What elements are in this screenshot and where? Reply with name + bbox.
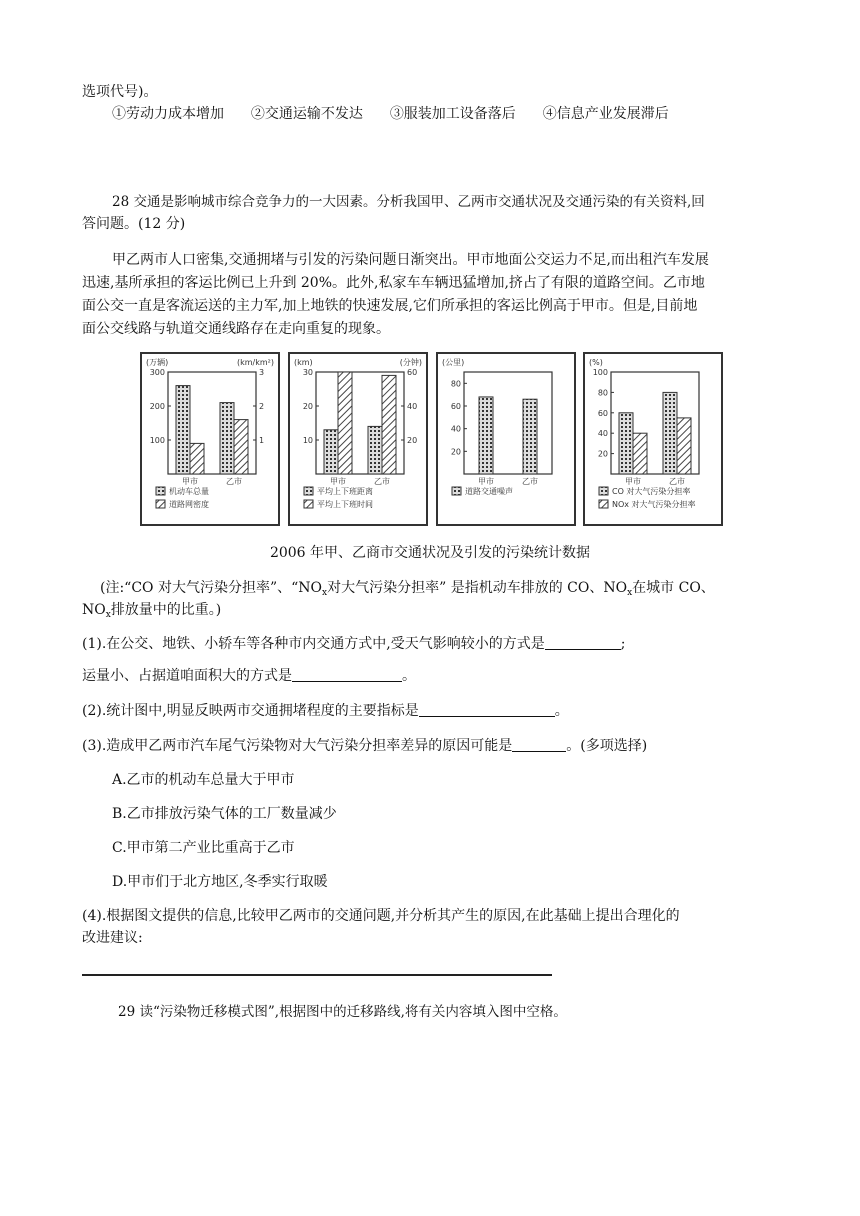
q28-para-line2: 迅速,基所承担的客运比例已上升到 20%。此外,私家车车辆迅猛增加,挤占了有限的道路空间。乙市地 xyxy=(82,275,705,291)
legend-swatch xyxy=(599,487,608,495)
q29-text: 29 读“污染物迁移模式图”,根据图中的迁移路线,将有关内容填入图中空格。 xyxy=(118,1004,567,1020)
y2-tick-label: 60 xyxy=(407,368,418,377)
legend-swatch xyxy=(304,500,313,508)
note-subscript: x xyxy=(627,588,633,598)
bar-0-0 xyxy=(324,430,338,474)
y-tick-label: 200 xyxy=(149,402,165,411)
bar-0-0 xyxy=(619,413,633,474)
y-tick-label: 300 xyxy=(149,368,165,377)
choice-c: C.甲市第二产业比重高于乙市 xyxy=(112,840,295,856)
y-tick-label: 30 xyxy=(302,368,313,377)
choice-d: D.甲市们于北方地区,冬季实行取暖 xyxy=(112,874,328,890)
x-tick-label: 乙市 xyxy=(669,477,685,486)
bar-1-0 xyxy=(338,372,352,474)
y-tick-label: 60 xyxy=(597,408,608,418)
chart-pollution-share xyxy=(583,352,723,526)
answer-blank[interactable] xyxy=(545,635,621,650)
y2-tick-label: 3 xyxy=(259,368,265,377)
note-text-c: 在城市 CO、 xyxy=(632,580,715,596)
bar-1-1 xyxy=(677,418,691,474)
x-tick-label: 乙市 xyxy=(226,477,242,486)
q28-sub2 xyxy=(82,701,569,721)
y-tick-label: 20 xyxy=(450,447,461,457)
legend-label: NOx 对大气污染分担率 xyxy=(612,500,696,509)
option-4: ④信息产业发展滞后 xyxy=(542,106,669,122)
answer-blank[interactable] xyxy=(292,667,402,682)
bar-0-1 xyxy=(368,426,382,474)
y-tick-label: 20 xyxy=(302,402,313,411)
bar-0-1 xyxy=(663,392,677,474)
legend-swatch xyxy=(156,487,165,495)
bar-1-1 xyxy=(234,420,248,474)
y-tick-label: 100 xyxy=(149,436,165,445)
chart-vehicles-road-density xyxy=(140,352,280,526)
q1-text-2: 运量小、占据道咱面积大的方式是 xyxy=(82,668,292,684)
q3-tail: 。(多项选择) xyxy=(566,738,648,754)
prev-question-tail: 选项代号)。 xyxy=(82,84,158,100)
unit-label-right: (km/km²) xyxy=(237,358,274,367)
bar-1-0 xyxy=(190,443,204,474)
unit-label-left: (km) xyxy=(294,358,313,367)
y2-tick-label: 1 xyxy=(259,436,265,445)
bar-0-0 xyxy=(176,386,190,474)
chart-traffic-noise xyxy=(436,352,576,526)
x-tick-label: 乙市 xyxy=(522,477,538,486)
bar-1-1 xyxy=(382,375,396,474)
y2-tick-label: 2 xyxy=(259,402,265,411)
bar-0-1 xyxy=(523,399,537,474)
x-tick-label: 甲市 xyxy=(330,477,346,486)
q28-sub3 xyxy=(82,736,647,756)
q2-text: (2).统计图中,明显反映两市交通拥堵程度的主要指标是 xyxy=(82,703,419,719)
note-subscript: x xyxy=(105,610,111,620)
option-3: ③服装加工设备落后 xyxy=(389,106,516,122)
bar-1-0 xyxy=(633,433,647,474)
note-subscript: x xyxy=(322,588,328,598)
legend-label: CO 对大气污染分担率 xyxy=(612,487,691,496)
unit-label-left: (公里) xyxy=(442,358,465,367)
note-text-a: (注:“CO 对大气污染分担率”、“NO xyxy=(100,580,323,596)
legend-label: 道路交通噪声 xyxy=(465,487,513,496)
unit-label-left: (%) xyxy=(589,358,603,367)
bar-0-0 xyxy=(479,397,493,474)
prev-question-options xyxy=(112,104,669,124)
legend-swatch xyxy=(452,487,461,495)
answer-blank[interactable] xyxy=(419,702,555,717)
note-line2 xyxy=(82,600,221,625)
answer-blank[interactable] xyxy=(512,737,566,752)
legend-label: 机动车总量 xyxy=(169,487,209,496)
y-tick-label: 10 xyxy=(302,436,313,445)
note-text-d: NO xyxy=(82,602,106,618)
q28-sub1-line1 xyxy=(82,634,625,654)
q28-para-line1: 甲乙两市人口密集,交通拥堵与引发的污染问题日渐突出。甲市地面公交运力不足,而出租汽车发展 xyxy=(112,252,709,268)
y-tick-label: 40 xyxy=(597,429,608,439)
q28-sub4-line2: 改进建议: xyxy=(82,930,143,946)
option-2: ②交通运输不发达 xyxy=(250,106,363,122)
note-text-b: 对大气污染分担率” 是指机动车排放的 CO、NO xyxy=(327,580,628,596)
y2-tick-label: 40 xyxy=(407,402,418,411)
unit-label-right: (分钟) xyxy=(399,358,422,367)
y-tick-label: 20 xyxy=(597,449,608,459)
y2-tick-label: 20 xyxy=(407,436,418,445)
q28-intro-line2: 答问题。(12 分) xyxy=(82,216,186,232)
q1-text: (1).在公交、地铁、小轿车等各种市内交通方式中,受天气影响较小的方式是 xyxy=(82,636,545,652)
legend-label: 平均上下班时间 xyxy=(317,500,373,509)
choice-a: A.乙市的机动车总量大于甲市 xyxy=(112,772,295,788)
x-tick-label: 甲市 xyxy=(478,477,494,486)
q1-punct-2: 。 xyxy=(402,668,416,684)
x-tick-label: 乙市 xyxy=(374,477,390,486)
y-tick-label: 100 xyxy=(592,368,608,377)
chart-commute-distance-time xyxy=(288,352,428,526)
q3-text: (3).造成甲乙两市汽车尾气污染物对大气污染分担率差异的原因可能是 xyxy=(82,738,513,754)
q28-sub4-line1: (4).根据图文提供的信息,比较甲乙两市的交通问题,并分析其产生的原因,在此基础上提出合理化的 xyxy=(82,908,680,924)
x-tick-label: 甲市 xyxy=(182,477,198,486)
choice-b: B.乙市排放污染气体的工厂数量减少 xyxy=(112,806,337,822)
unit-label-left: (万辆) xyxy=(146,358,169,367)
legend-swatch xyxy=(304,487,313,495)
legend-label: 道路网密度 xyxy=(169,500,209,509)
y-tick-label: 40 xyxy=(450,424,461,434)
note-text-e: 排放量中的比重。) xyxy=(110,602,222,618)
legend-swatch xyxy=(599,500,608,508)
q28-para-line4: 面公交线路与轨道交通线路存在走向重复的现象。 xyxy=(82,321,390,337)
y-tick-label: 80 xyxy=(597,388,608,398)
q28-intro-line1: 28 交通是影响城市综合竞争力的一大因素。分析我国甲、乙两市交通状况及交通污染的有关资料,回 xyxy=(112,194,705,210)
option-1: ①劳动力成本增加 xyxy=(112,106,224,122)
q1-punct: ; xyxy=(620,636,626,652)
figure-caption: 2006 年甲、乙商市交通状况及引发的污染统计数据 xyxy=(269,545,591,561)
q2-punct: 。 xyxy=(554,703,569,719)
q28-para-line3: 面公交一直是客流运送的主力军,加上地铁的快速发展,它们所承担的客运比例高于甲市。但是,目前地 xyxy=(82,298,698,314)
legend-label: 平均上下班距离 xyxy=(317,487,373,496)
legend-swatch xyxy=(156,500,165,508)
y-tick-label: 60 xyxy=(450,402,461,411)
x-tick-label: 甲市 xyxy=(625,477,641,486)
bar-0-1 xyxy=(220,403,234,474)
q28-sub1-line2 xyxy=(82,666,416,686)
answer-line[interactable] xyxy=(82,974,552,976)
y-tick-label: 80 xyxy=(450,379,461,389)
plot-frame xyxy=(464,372,552,474)
